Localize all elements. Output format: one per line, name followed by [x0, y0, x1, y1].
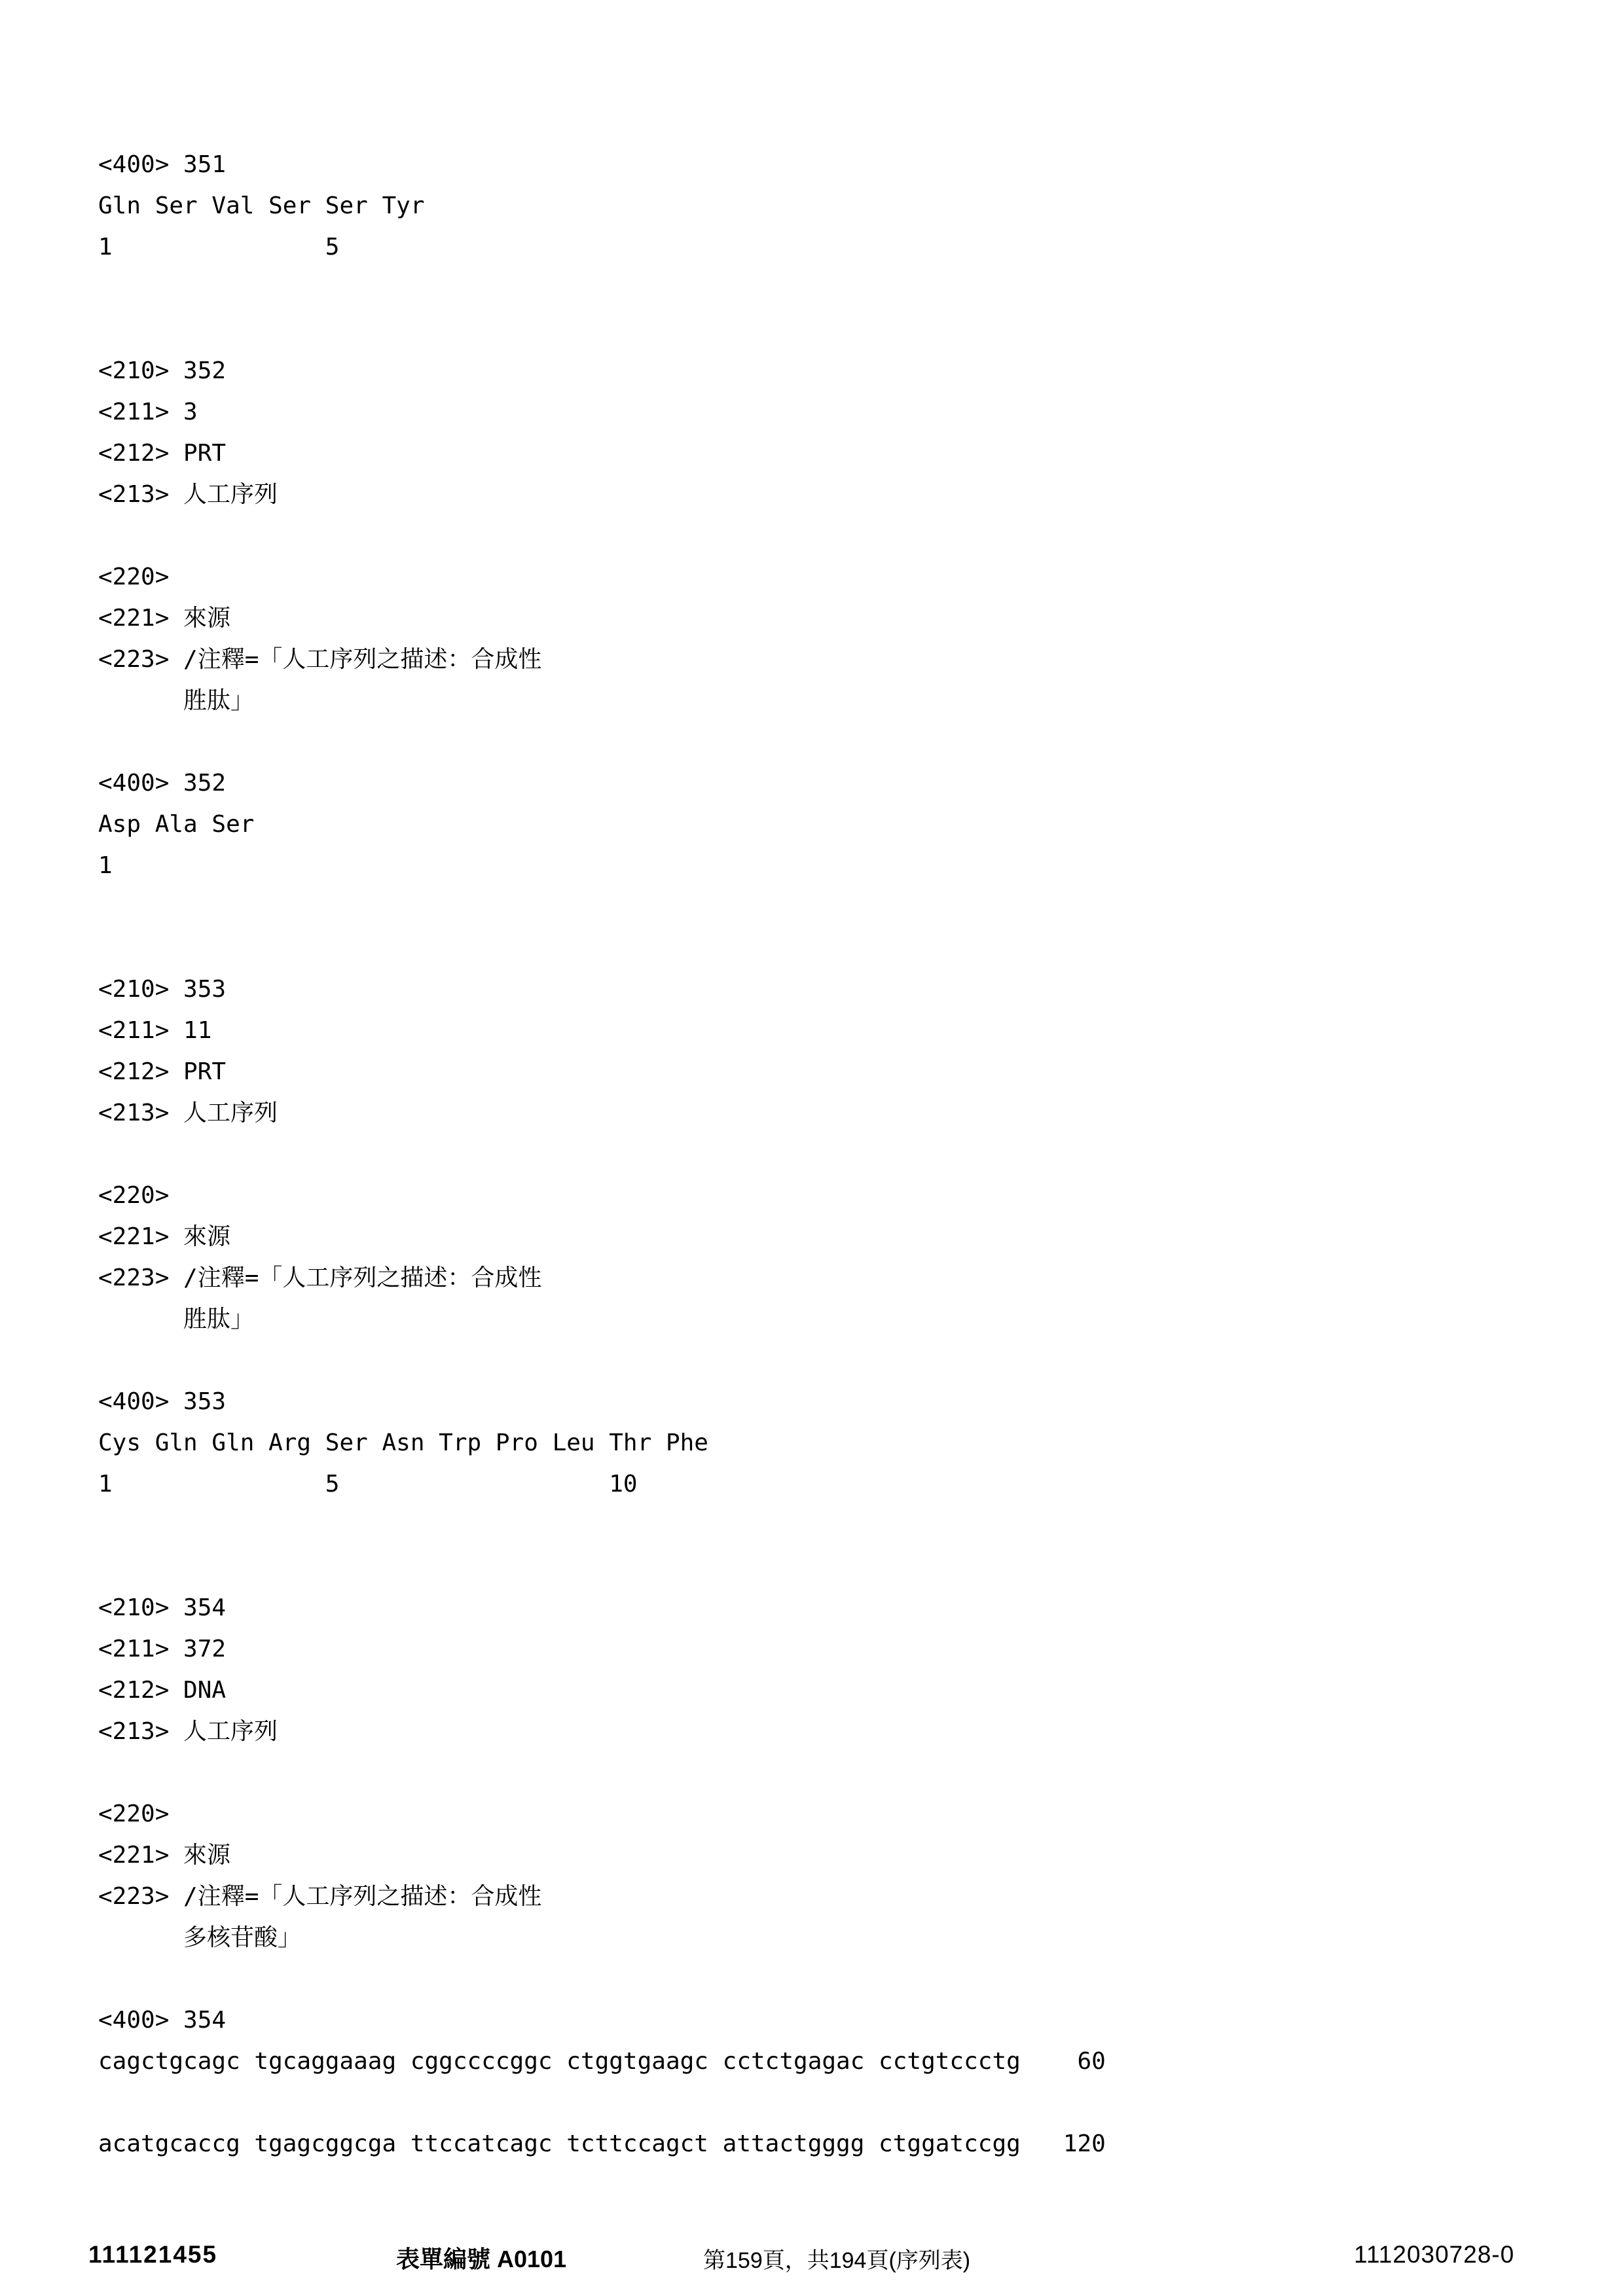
- body-line-12: <223> /注釋=「人工序列之描述：合成性: [98, 646, 542, 673]
- body-line-10: <220>: [98, 564, 170, 590]
- body-line-14: [98, 721, 1106, 762]
- body-line-47: [98, 2082, 1106, 2123]
- body-line-2: 1 5: [98, 234, 340, 260]
- body-line-20: <210> 353: [98, 976, 227, 1003]
- body-line-24: [98, 1134, 1106, 1175]
- body-line-26: <221> 來源: [98, 1223, 231, 1250]
- body-line-40: <220>: [98, 1801, 170, 1827]
- body-line-21: <211> 11: [98, 1017, 212, 1044]
- body-line-15: <400> 352: [98, 770, 227, 797]
- sequence-listing-body: [98, 144, 1106, 2164]
- form-number-label: 表單編號 A0101: [396, 2246, 567, 2272]
- body-line-29: [98, 1340, 1106, 1381]
- body-line-35: <210> 354: [98, 1594, 227, 1621]
- body-line-31: Cys Gln Gln Arg Ser Asn Trp Pro Leu Thr Phe: [98, 1429, 708, 1456]
- body-line-9: [98, 515, 1106, 556]
- body-line-8: <213> 人工序列: [98, 481, 278, 508]
- body-line-6: <211> 3: [98, 399, 198, 425]
- body-line-36: <211> 372: [98, 1636, 227, 1662]
- body-line-25: <220>: [98, 1182, 170, 1209]
- body-line-32: 1 5 10: [98, 1471, 638, 1498]
- body-line-45: <400> 354: [98, 2007, 227, 2034]
- body-line-37: <212> DNA: [98, 1677, 227, 1704]
- body-line-27: <223> /注釋=「人工序列之描述：合成性: [98, 1265, 542, 1291]
- body-line-48: acatgcaccg tgagcggcga ttccatcagc tcttccagct attactgggg ctggatccgg 120: [98, 2130, 1106, 2157]
- body-line-34: [98, 1546, 1106, 1587]
- body-line-44: [98, 1958, 1106, 2000]
- body-line-42: <223> /注釋=「人工序列之描述：合成性: [98, 1883, 542, 1910]
- body-line-0: <400> 351: [98, 151, 227, 178]
- body-line-22: <212> PRT: [98, 1058, 227, 1085]
- application-number: 111121455: [88, 2241, 218, 2268]
- body-line-16: Asp Ala Ser: [98, 811, 255, 838]
- body-line-13: 胜肽」: [98, 687, 255, 714]
- body-line-5: <210> 352: [98, 357, 227, 384]
- body-line-33: [98, 1505, 1106, 1546]
- body-line-30: <400> 353: [98, 1388, 227, 1415]
- body-line-38: <213> 人工序列: [98, 1718, 278, 1745]
- document-number: 1112030728-0: [1354, 2241, 1515, 2268]
- body-line-1: Gln Ser Val Ser Ser Tyr: [98, 192, 425, 219]
- body-line-3: [98, 268, 1106, 309]
- body-line-19: [98, 927, 1106, 969]
- body-line-23: <213> 人工序列: [98, 1100, 278, 1126]
- body-line-43: 多核苷酸」: [98, 1924, 302, 1951]
- body-line-7: <212> PRT: [98, 440, 227, 467]
- body-line-46: cagctgcagc tgcaggaaag cggccccggc ctggtgaagc cctctgagac cctgtccctg 60: [98, 2048, 1106, 2075]
- body-line-41: <221> 來源: [98, 1842, 231, 1869]
- body-line-17: 1: [98, 852, 113, 879]
- body-line-11: <221> 來源: [98, 605, 231, 632]
- body-line-28: 胜肽」: [98, 1306, 255, 1333]
- page-number-info: 第159頁，共194頁(序列表): [703, 2248, 971, 2273]
- body-line-18: [98, 886, 1106, 927]
- body-line-39: [98, 1752, 1106, 1793]
- body-line-4: [98, 309, 1106, 350]
